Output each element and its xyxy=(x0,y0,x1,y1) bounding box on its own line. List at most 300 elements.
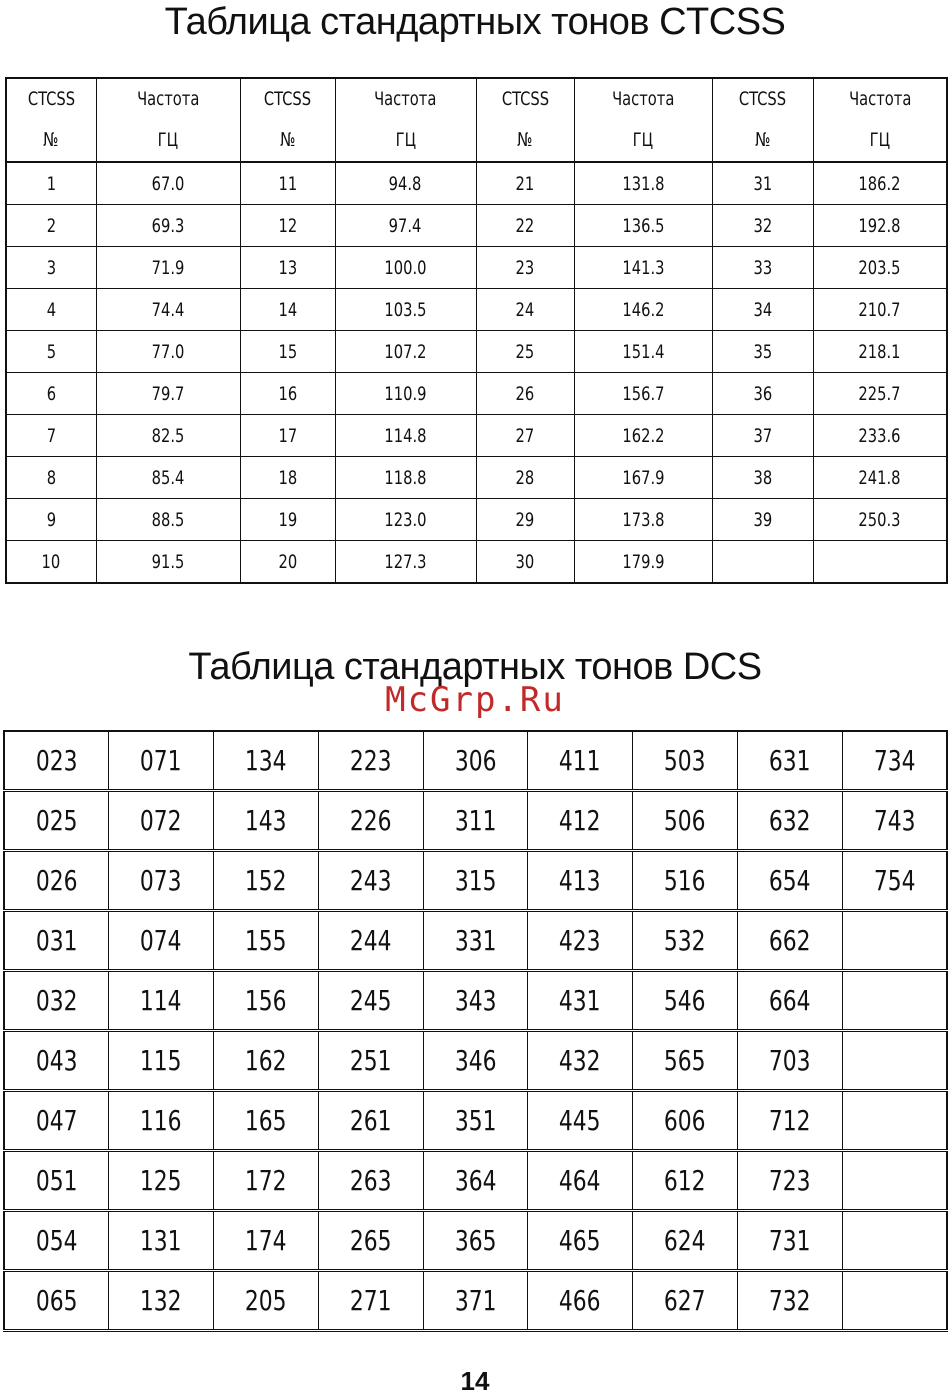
cell-value: 22 xyxy=(515,214,535,237)
cell-value: 210.7 xyxy=(858,298,901,321)
cell-value: 703 xyxy=(768,1044,811,1077)
header-label-line2: ГЦ xyxy=(157,129,179,151)
ctcss-number-cell xyxy=(240,457,335,499)
ctcss-table-row xyxy=(6,247,947,289)
cell-value: 411 xyxy=(559,744,602,777)
cell-value: 19 xyxy=(278,508,297,531)
ctcss-frequency-cell xyxy=(574,499,712,541)
ctcss-number-cell xyxy=(6,457,96,499)
header-label-line1: CTCSS xyxy=(738,88,787,110)
ctcss-frequency-cell xyxy=(813,331,947,373)
cell-value: 466 xyxy=(559,1284,602,1317)
dcs-code-cell xyxy=(318,1091,423,1151)
ctcss-number-cell xyxy=(712,331,813,373)
ctcss-header-cell xyxy=(96,78,240,162)
cell-value: 85.4 xyxy=(151,466,185,489)
cell-value: 5 xyxy=(46,340,56,363)
dcs-code-cell xyxy=(109,1151,214,1211)
cell-value: 3 xyxy=(46,256,56,279)
header-label-line1: Частота xyxy=(848,88,911,110)
ctcss-frequency-cell xyxy=(813,499,947,541)
ctcss-number-cell xyxy=(6,162,96,205)
header-label-line1: CTCSS xyxy=(263,88,312,110)
cell-value: 34 xyxy=(753,298,772,321)
ctcss-frequency-cell xyxy=(574,289,712,331)
dcs-code-cell xyxy=(737,1031,842,1091)
dcs-code-cell xyxy=(842,1031,947,1091)
dcs-tone-table xyxy=(3,730,948,1332)
ctcss-header-cell xyxy=(813,78,947,162)
cell-value: 151.4 xyxy=(621,340,665,363)
cell-value: 732 xyxy=(768,1284,811,1317)
cell-value: 38 xyxy=(753,466,772,489)
cell-value: 35 xyxy=(753,340,772,363)
dcs-table-row xyxy=(4,1091,947,1151)
cell-value: 465 xyxy=(559,1224,602,1257)
ctcss-frequency-cell xyxy=(96,499,240,541)
dcs-code-cell xyxy=(318,1151,423,1211)
dcs-code-cell xyxy=(318,1031,423,1091)
dcs-table-row xyxy=(4,1151,947,1211)
cell-value: 245 xyxy=(349,984,392,1017)
ctcss-table-row xyxy=(6,541,947,584)
cell-value: 712 xyxy=(768,1104,811,1137)
cell-value: 15 xyxy=(278,340,297,363)
cell-value: 627 xyxy=(664,1284,706,1317)
ctcss-header-cell xyxy=(712,78,813,162)
dcs-code-cell xyxy=(214,731,319,791)
dcs-code-cell xyxy=(4,1151,109,1211)
cell-value: 155 xyxy=(245,924,287,957)
ctcss-number-cell xyxy=(240,162,335,205)
ctcss-number-cell xyxy=(240,541,335,584)
dcs-code-cell xyxy=(737,911,842,971)
dcs-code-cell xyxy=(528,971,633,1031)
cell-value: 192.8 xyxy=(858,214,901,237)
ctcss-frequency-cell xyxy=(96,457,240,499)
dcs-code-cell xyxy=(214,1151,319,1211)
cell-value: 065 xyxy=(35,1284,78,1317)
dcs-code-cell xyxy=(109,791,214,851)
dcs-table-row xyxy=(4,911,947,971)
cell-value: 423 xyxy=(559,924,602,957)
dcs-code-cell xyxy=(528,911,633,971)
dcs-code-cell xyxy=(528,851,633,911)
ctcss-frequency-cell xyxy=(335,289,476,331)
cell-value: 072 xyxy=(140,804,182,837)
ctcss-tone-table xyxy=(5,77,948,584)
dcs-code-cell xyxy=(842,1091,947,1151)
dcs-code-cell xyxy=(109,1091,214,1151)
dcs-code-cell xyxy=(214,971,319,1031)
ctcss-number-cell xyxy=(712,541,813,584)
cell-value: 251 xyxy=(349,1044,392,1077)
cell-value: 205 xyxy=(245,1284,287,1317)
ctcss-frequency-cell xyxy=(813,205,947,247)
cell-value: 271 xyxy=(349,1284,392,1317)
dcs-table-row xyxy=(4,851,947,911)
ctcss-number-cell xyxy=(476,457,574,499)
cell-value: 94.8 xyxy=(389,172,422,195)
cell-value: 97.4 xyxy=(389,214,422,237)
dcs-code-cell xyxy=(737,1091,842,1151)
dcs-code-cell xyxy=(423,731,528,791)
cell-value: 311 xyxy=(454,804,497,837)
dcs-code-cell xyxy=(4,1091,109,1151)
page-number: 14 xyxy=(460,1366,490,1396)
cell-value: 173.8 xyxy=(621,508,665,531)
ctcss-frequency-cell xyxy=(574,331,712,373)
cell-value: 152 xyxy=(245,864,287,897)
dcs-code-cell xyxy=(4,851,109,911)
dcs-code-cell xyxy=(318,971,423,1031)
ctcss-table-row xyxy=(6,162,947,205)
cell-value: 445 xyxy=(559,1104,602,1137)
dcs-code-cell xyxy=(528,1091,633,1151)
dcs-code-cell xyxy=(633,1091,738,1151)
ctcss-header-cell xyxy=(574,78,712,162)
cell-value: 734 xyxy=(873,744,916,777)
dcs-code-cell xyxy=(109,911,214,971)
cell-value: 156.7 xyxy=(621,382,665,405)
ctcss-frequency-cell xyxy=(335,415,476,457)
header-label-line1: Частота xyxy=(374,88,437,110)
dcs-code-cell xyxy=(423,1271,528,1331)
dcs-code-cell xyxy=(4,1031,109,1091)
cell-value: 723 xyxy=(768,1164,811,1197)
header-label-line1: CTCSS xyxy=(27,88,75,110)
watermark-text: McGrp.Ru xyxy=(385,680,565,720)
dcs-table-row xyxy=(4,791,947,851)
ctcss-frequency-cell xyxy=(813,289,947,331)
dcs-code-cell xyxy=(842,731,947,791)
dcs-code-cell xyxy=(842,911,947,971)
header-label-line1: Частота xyxy=(136,88,200,110)
dcs-table-row xyxy=(4,1031,947,1091)
ctcss-table-row xyxy=(6,457,947,499)
ctcss-number-cell xyxy=(6,415,96,457)
cell-value: 131 xyxy=(140,1224,182,1257)
ctcss-frequency-cell xyxy=(813,247,947,289)
cell-value: 33 xyxy=(753,256,772,279)
ctcss-table-row xyxy=(6,289,947,331)
cell-value: 250.3 xyxy=(858,508,901,531)
cell-value: 13 xyxy=(278,256,297,279)
cell-value: 132 xyxy=(140,1284,182,1317)
ctcss-frequency-cell xyxy=(96,289,240,331)
header-label-line2: ГЦ xyxy=(395,129,416,151)
cell-value: 131.8 xyxy=(621,172,665,195)
ctcss-number-cell xyxy=(6,331,96,373)
dcs-code-cell xyxy=(423,851,528,911)
ctcss-number-cell xyxy=(240,415,335,457)
cell-value: 17 xyxy=(278,424,297,447)
header-label-line1: Частота xyxy=(611,88,675,110)
cell-value: 043 xyxy=(35,1044,78,1077)
ctcss-number-cell xyxy=(240,247,335,289)
dcs-code-cell xyxy=(214,911,319,971)
dcs-code-cell xyxy=(633,1031,738,1091)
dcs-code-cell xyxy=(214,1091,319,1151)
cell-value: 18 xyxy=(278,466,297,489)
cell-value: 413 xyxy=(559,864,602,897)
cell-value: 654 xyxy=(768,864,811,897)
dcs-code-cell xyxy=(109,731,214,791)
dcs-code-cell xyxy=(423,791,528,851)
ctcss-frequency-cell xyxy=(574,457,712,499)
dcs-code-cell xyxy=(737,1211,842,1271)
dcs-code-cell xyxy=(633,971,738,1031)
dcs-code-cell xyxy=(737,1271,842,1331)
dcs-code-cell xyxy=(423,971,528,1031)
header-label-line2: ГЦ xyxy=(869,129,890,151)
ctcss-number-cell xyxy=(240,331,335,373)
cell-value: 241.8 xyxy=(858,466,901,489)
cell-value: 88.5 xyxy=(151,508,185,531)
dcs-code-cell xyxy=(842,791,947,851)
cell-value: 156 xyxy=(245,984,287,1017)
cell-value: 8 xyxy=(46,466,56,489)
cell-value: 110.9 xyxy=(384,382,427,405)
cell-value: 186.2 xyxy=(858,172,901,195)
dcs-code-cell xyxy=(4,1271,109,1331)
cell-value: 624 xyxy=(664,1224,706,1257)
header-label-line1: CTCSS xyxy=(501,88,549,110)
cell-value: 054 xyxy=(35,1224,78,1257)
cell-value: 051 xyxy=(35,1164,78,1197)
cell-value: 14 xyxy=(278,298,297,321)
ctcss-frequency-cell xyxy=(96,541,240,584)
cell-value: 243 xyxy=(349,864,392,897)
dcs-code-cell xyxy=(214,851,319,911)
dcs-code-cell xyxy=(318,851,423,911)
cell-value: 244 xyxy=(349,924,392,957)
ctcss-frequency-cell xyxy=(335,373,476,415)
cell-value: 265 xyxy=(349,1224,392,1257)
cell-value: 047 xyxy=(35,1104,78,1137)
ctcss-frequency-cell xyxy=(335,331,476,373)
ctcss-table-row xyxy=(6,499,947,541)
dcs-code-cell xyxy=(633,1271,738,1331)
ctcss-number-cell xyxy=(6,541,96,584)
cell-value: 546 xyxy=(664,984,706,1017)
cell-value: 506 xyxy=(664,804,706,837)
cell-value: 306 xyxy=(454,744,497,777)
ctcss-header-cell xyxy=(476,78,574,162)
ctcss-frequency-cell xyxy=(96,162,240,205)
cell-value: 28 xyxy=(515,466,535,489)
ctcss-number-cell xyxy=(476,415,574,457)
cell-value: 9 xyxy=(46,508,56,531)
cell-value: 30 xyxy=(515,550,535,573)
dcs-code-cell xyxy=(318,731,423,791)
cell-value: 174 xyxy=(245,1224,287,1257)
cell-value: 172 xyxy=(245,1164,287,1197)
cell-value: 612 xyxy=(664,1164,706,1197)
ctcss-number-cell xyxy=(240,373,335,415)
ctcss-number-cell xyxy=(476,205,574,247)
ctcss-frequency-cell xyxy=(96,247,240,289)
ctcss-frequency-cell xyxy=(335,499,476,541)
cell-value: 261 xyxy=(349,1104,392,1137)
cell-value: 21 xyxy=(515,172,535,195)
ctcss-number-cell xyxy=(476,289,574,331)
cell-value: 134 xyxy=(245,744,287,777)
ctcss-frequency-cell xyxy=(813,162,947,205)
cell-value: 123.0 xyxy=(384,508,427,531)
cell-value: 91.5 xyxy=(151,550,185,573)
cell-value: 100.0 xyxy=(384,256,427,279)
ctcss-number-cell xyxy=(6,247,96,289)
cell-value: 026 xyxy=(35,864,78,897)
cell-value: 412 xyxy=(559,804,602,837)
cell-value: 27 xyxy=(515,424,535,447)
ctcss-number-cell xyxy=(6,499,96,541)
cell-value: 071 xyxy=(140,744,182,777)
dcs-code-cell xyxy=(318,1211,423,1271)
cell-value: 146.2 xyxy=(621,298,665,321)
ctcss-header-cell xyxy=(335,78,476,162)
dcs-table-row xyxy=(4,1271,947,1331)
dcs-code-cell xyxy=(109,1271,214,1331)
cell-value: 606 xyxy=(664,1104,706,1137)
ctcss-frequency-cell xyxy=(335,205,476,247)
cell-value: 464 xyxy=(559,1164,602,1197)
cell-value: 6 xyxy=(46,382,56,405)
ctcss-frequency-cell xyxy=(96,415,240,457)
dcs-code-cell xyxy=(214,1271,319,1331)
cell-value: 32 xyxy=(753,214,772,237)
ctcss-frequency-cell xyxy=(574,415,712,457)
ctcss-table-row xyxy=(6,373,947,415)
cell-value: 7 xyxy=(46,424,56,447)
dcs-table-row xyxy=(4,1211,947,1271)
dcs-code-cell xyxy=(4,971,109,1031)
cell-value: 031 xyxy=(35,924,78,957)
cell-value: 218.1 xyxy=(858,340,901,363)
cell-value: 69.3 xyxy=(151,214,185,237)
ctcss-frequency-cell xyxy=(574,162,712,205)
cell-value: 263 xyxy=(349,1164,392,1197)
ctcss-number-cell xyxy=(6,205,96,247)
dcs-code-cell xyxy=(737,791,842,851)
cell-value: 662 xyxy=(768,924,811,957)
cell-value: 331 xyxy=(454,924,497,957)
dcs-code-cell xyxy=(423,1091,528,1151)
dcs-code-cell xyxy=(4,1211,109,1271)
cell-value: 565 xyxy=(664,1044,706,1077)
ctcss-number-cell xyxy=(712,499,813,541)
cell-value: 127.3 xyxy=(384,550,427,573)
cell-value: 31 xyxy=(753,172,772,195)
dcs-table-row xyxy=(4,731,947,791)
cell-value: 233.6 xyxy=(858,424,901,447)
cell-value: 1 xyxy=(46,172,56,195)
header-label-line2: № xyxy=(43,129,59,151)
ctcss-table-row xyxy=(6,331,947,373)
dcs-code-cell xyxy=(318,911,423,971)
cell-value: 226 xyxy=(349,804,392,837)
ctcss-number-cell xyxy=(712,247,813,289)
cell-value: 11 xyxy=(278,172,297,195)
cell-value: 364 xyxy=(454,1164,497,1197)
header-label-line2: № xyxy=(279,129,296,151)
ctcss-number-cell xyxy=(712,162,813,205)
dcs-code-cell xyxy=(214,1031,319,1091)
ctcss-number-cell xyxy=(476,373,574,415)
dcs-code-cell xyxy=(528,731,633,791)
dcs-code-cell xyxy=(633,911,738,971)
ctcss-frequency-cell xyxy=(96,331,240,373)
cell-value: 114.8 xyxy=(384,424,427,447)
cell-value: 023 xyxy=(35,744,78,777)
cell-value: 754 xyxy=(873,864,916,897)
header-label-line2: ГЦ xyxy=(632,129,654,151)
dcs-code-cell xyxy=(4,911,109,971)
dcs-code-cell xyxy=(528,1031,633,1091)
dcs-code-cell xyxy=(737,851,842,911)
dcs-code-cell xyxy=(528,1151,633,1211)
cell-value: 143 xyxy=(245,804,287,837)
dcs-code-cell xyxy=(4,791,109,851)
ctcss-number-cell xyxy=(6,289,96,331)
ctcss-frequency-cell xyxy=(813,457,947,499)
cell-value: 432 xyxy=(559,1044,602,1077)
ctcss-frequency-cell xyxy=(813,541,947,584)
cell-value: 167.9 xyxy=(621,466,665,489)
cell-value: 631 xyxy=(768,744,811,777)
ctcss-frequency-cell xyxy=(335,457,476,499)
ctcss-header-row xyxy=(6,78,947,162)
ctcss-frequency-cell xyxy=(335,162,476,205)
cell-value: 29 xyxy=(515,508,535,531)
ctcss-table-row xyxy=(6,415,947,457)
cell-value: 39 xyxy=(753,508,772,531)
cell-value: 664 xyxy=(768,984,811,1017)
cell-value: 82.5 xyxy=(151,424,185,447)
cell-value: 125 xyxy=(140,1164,182,1197)
dcs-code-cell xyxy=(109,851,214,911)
dcs-code-cell xyxy=(423,911,528,971)
cell-value: 532 xyxy=(664,924,706,957)
cell-value: 36 xyxy=(753,382,772,405)
ctcss-number-cell xyxy=(6,373,96,415)
cell-value: 365 xyxy=(454,1224,497,1257)
ctcss-number-cell xyxy=(240,289,335,331)
ctcss-number-cell xyxy=(240,205,335,247)
cell-value: 343 xyxy=(454,984,497,1017)
dcs-code-cell xyxy=(842,851,947,911)
cell-value: 10 xyxy=(41,550,61,573)
cell-value: 79.7 xyxy=(151,382,185,405)
cell-value: 67.0 xyxy=(151,172,185,195)
cell-value: 74.4 xyxy=(151,298,185,321)
dcs-code-cell xyxy=(214,791,319,851)
ctcss-number-cell xyxy=(476,331,574,373)
cell-value: 114 xyxy=(140,984,182,1017)
cell-value: 4 xyxy=(46,298,56,321)
cell-value: 23 xyxy=(515,256,535,279)
ctcss-frequency-cell xyxy=(96,205,240,247)
ctcss-table-row xyxy=(6,205,947,247)
dcs-code-cell xyxy=(214,1211,319,1271)
ctcss-frequency-cell xyxy=(96,373,240,415)
dcs-code-cell xyxy=(842,1271,947,1331)
dcs-code-cell xyxy=(423,1151,528,1211)
cell-value: 431 xyxy=(559,984,602,1017)
ctcss-number-cell xyxy=(476,162,574,205)
cell-value: 2 xyxy=(46,214,56,237)
